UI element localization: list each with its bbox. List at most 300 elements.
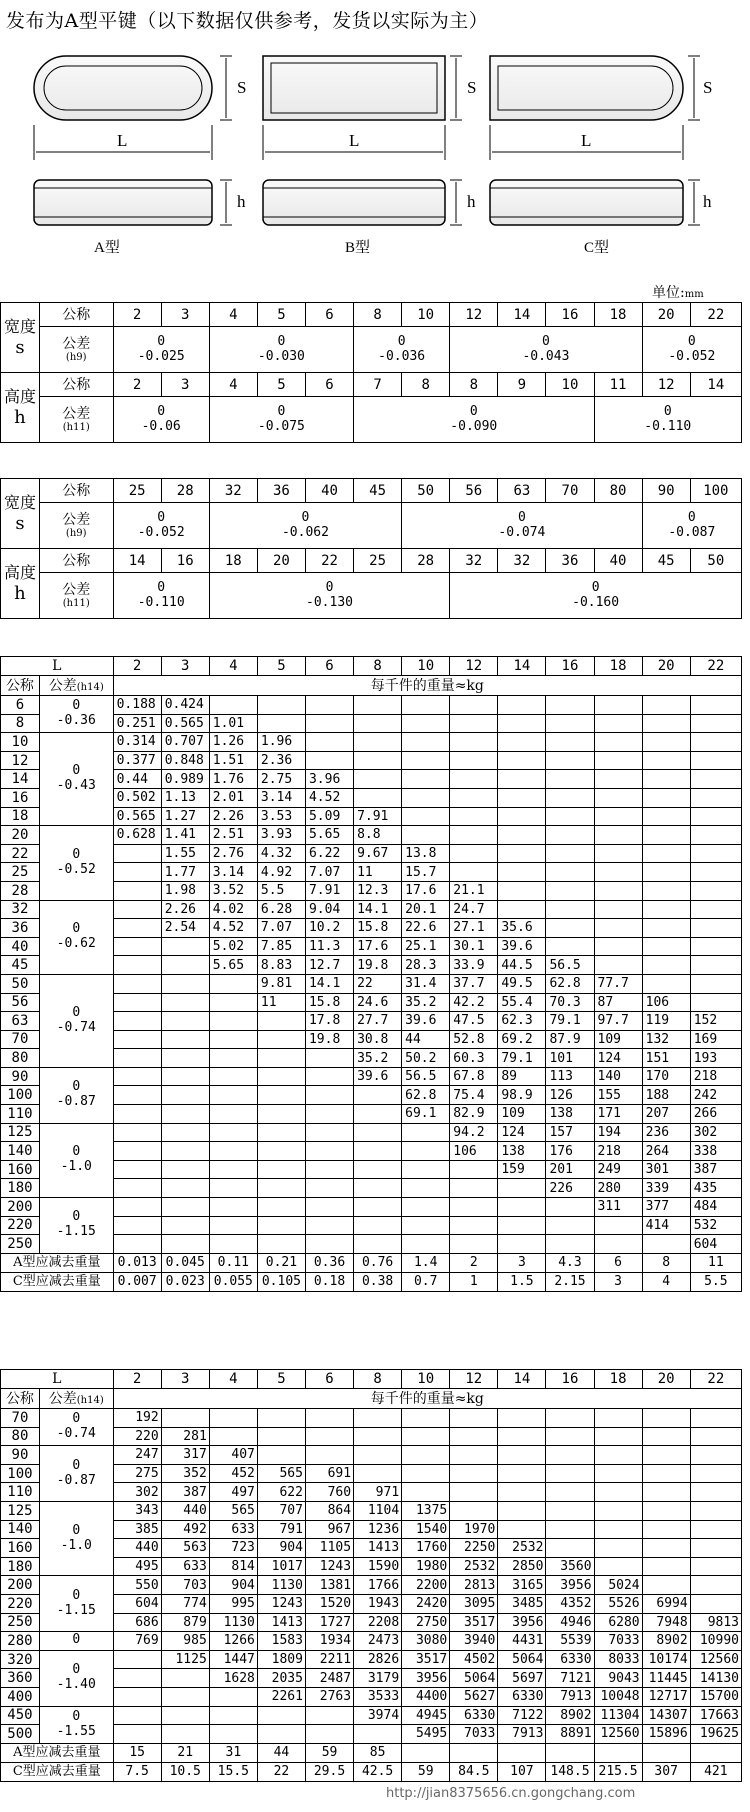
length-tolerance	[39, 733, 113, 826]
width-tolerance	[354, 327, 450, 373]
weight-value: 7122	[498, 1706, 546, 1725]
a-type-deduct-value: 44	[257, 1743, 305, 1762]
weight-value: 3.14	[209, 863, 257, 882]
weight-value: 622	[257, 1483, 305, 1502]
length-nominal: 45	[1, 956, 40, 975]
width-nominal: 14	[498, 303, 546, 327]
length-nominal: 160	[1, 1539, 40, 1558]
length-nominal: 32	[1, 900, 40, 919]
weight-value	[690, 1446, 741, 1465]
weight-value	[257, 1216, 305, 1235]
weight-value: 56.5	[402, 1067, 450, 1086]
weight-value: 633	[209, 1520, 257, 1539]
length-nominal: 16	[1, 788, 40, 807]
weight-value: 2.51	[209, 826, 257, 845]
weight-value	[546, 1483, 594, 1502]
weight-value: 8.83	[257, 956, 305, 975]
weight-value: 1125	[161, 1650, 209, 1669]
weight-value: 0.424	[161, 696, 209, 715]
width-header: 4	[209, 657, 257, 676]
weight-value	[594, 696, 642, 715]
width-header: 4	[209, 1370, 257, 1389]
height-tolerance	[113, 573, 209, 619]
weight-value	[402, 751, 450, 770]
weight-value: 2750	[402, 1613, 450, 1632]
nominal-label: 公称	[39, 303, 113, 327]
length-nominal: 320	[1, 1650, 40, 1669]
weight-value	[498, 1464, 546, 1483]
weight-value: 35.2	[402, 993, 450, 1012]
weight-value	[161, 1725, 209, 1744]
weight-value	[209, 1105, 257, 1124]
weight-value	[209, 1725, 257, 1744]
weight-value: 4352	[546, 1594, 594, 1613]
weight-value	[209, 974, 257, 993]
a-type-deduct-value	[642, 1743, 690, 1762]
weight-value: 5.02	[209, 937, 257, 956]
weight-value: 50.2	[402, 1049, 450, 1068]
weight-value: 7.91	[305, 881, 353, 900]
length-nominal: 180	[1, 1557, 40, 1576]
weight-value	[113, 1650, 161, 1669]
weight-value	[161, 1086, 209, 1105]
weight-value: 79.1	[498, 1049, 546, 1068]
weight-value: 5539	[546, 1632, 594, 1651]
height-text: 高度	[3, 562, 36, 582]
weight-value: 151	[642, 1049, 690, 1068]
weight-value	[642, 1235, 690, 1254]
weight-value	[305, 1067, 353, 1086]
tol-upper: 0	[663, 403, 672, 419]
weight-value	[113, 1012, 161, 1031]
weight-value	[642, 844, 690, 863]
weight-value: 879	[161, 1613, 209, 1632]
tol-upper: 0	[397, 333, 406, 349]
length-nominal: 200	[1, 1576, 40, 1595]
weight-value	[354, 1427, 402, 1446]
weight-value	[498, 788, 546, 807]
weight-value	[642, 863, 690, 882]
weight-value: 3485	[498, 1594, 546, 1613]
dim-l-b: L	[349, 131, 360, 150]
weight-value: 691	[305, 1464, 353, 1483]
weight-value: 1130	[209, 1613, 257, 1632]
weight-value: 27.7	[354, 1012, 402, 1031]
c-type-deduct-value: 3	[594, 1272, 642, 1291]
weight-value	[305, 1446, 353, 1465]
weight-value: 5.09	[305, 807, 353, 826]
weight-value: 159	[498, 1160, 546, 1179]
weight-value: 387	[161, 1483, 209, 1502]
weight-value	[305, 1427, 353, 1446]
width-tolerance	[642, 503, 741, 549]
weight-value	[305, 1142, 353, 1161]
tol-upper: 0	[542, 333, 550, 349]
weight-value	[594, 1216, 642, 1235]
weight-value	[546, 863, 594, 882]
width-header: 2	[113, 657, 161, 676]
height-text: 高度	[3, 386, 36, 406]
length-tolerance	[39, 1123, 113, 1197]
length-nominal: 18	[1, 807, 40, 826]
c-type-deduct-value: 1.5	[498, 1272, 546, 1291]
weight-value	[209, 1086, 257, 1105]
weight-value: 0.565	[113, 807, 161, 826]
weight-value: 2826	[354, 1650, 402, 1669]
tol-label: 公差	[62, 335, 91, 352]
weight-value	[209, 1427, 257, 1446]
weight-value: 5697	[498, 1669, 546, 1688]
weight-value	[161, 1105, 209, 1124]
weight-value: 1017	[257, 1557, 305, 1576]
weight-value	[161, 1030, 209, 1049]
weight-value: 497	[209, 1483, 257, 1502]
weight-value: 201	[546, 1160, 594, 1179]
weight-value	[113, 881, 161, 900]
height-nominal: 36	[546, 549, 594, 573]
weight-value	[113, 974, 161, 993]
weight-value	[690, 1539, 741, 1558]
weight-value	[546, 900, 594, 919]
weight-value	[257, 1086, 305, 1105]
weight-value: 98.9	[498, 1086, 546, 1105]
weight-value: 2.26	[161, 900, 209, 919]
weight-value: 138	[498, 1142, 546, 1161]
width-nominal: 6	[305, 303, 353, 327]
weight-value	[594, 1409, 642, 1428]
weight-value: 2850	[498, 1557, 546, 1576]
weight-value	[402, 788, 450, 807]
length-nominal: 200	[1, 1198, 40, 1217]
weight-value	[642, 1464, 690, 1483]
weight-value: 236	[642, 1123, 690, 1142]
weight-value	[546, 1409, 594, 1428]
weight-value	[113, 1687, 161, 1706]
weight-value: 4.32	[257, 844, 305, 863]
weight-value	[546, 937, 594, 956]
length-tolerance	[39, 1446, 113, 1502]
weight-value: 87	[594, 993, 642, 1012]
width-header: 8	[354, 657, 402, 676]
key-type-c-top-view	[490, 56, 683, 120]
weight-value: 176	[546, 1142, 594, 1161]
c-type-deduct-value: 22	[257, 1762, 305, 1781]
tolerance-label	[39, 397, 113, 443]
weight-value	[402, 1464, 450, 1483]
weight-value: 2200	[402, 1576, 450, 1595]
weight-value	[113, 1067, 161, 1086]
dim-l-c: L	[581, 131, 592, 150]
page-title: 发布为A型平键（以下数据仅供参考，发货以实际为主）	[6, 10, 489, 32]
weight-value	[546, 714, 594, 733]
weight-value: 0.314	[113, 733, 161, 752]
length-nominal: 14	[1, 770, 40, 789]
weight-value	[354, 733, 402, 752]
length-tolerance	[39, 1067, 113, 1123]
height-nominal: 16	[161, 549, 209, 573]
weight-value	[450, 1464, 498, 1483]
height-tolerance	[450, 573, 742, 619]
a-type-deduct-value: 0.76	[354, 1253, 402, 1272]
width-header: 16	[546, 1370, 594, 1389]
weight-value: 686	[113, 1613, 161, 1632]
weight-value: 703	[161, 1576, 209, 1595]
weight-value: 1.13	[161, 788, 209, 807]
weight-value: 904	[257, 1539, 305, 1558]
weight-value	[354, 714, 402, 733]
weight-value	[402, 1446, 450, 1465]
weight-value: 604	[690, 1235, 741, 1254]
tol-upper: 0	[157, 333, 166, 349]
weight-value: 2420	[402, 1594, 450, 1613]
width-label	[1, 303, 40, 373]
weight-value: 82.9	[450, 1105, 498, 1124]
weight-value: 339	[642, 1179, 690, 1198]
weight-value: 1.76	[209, 770, 257, 789]
weight-value	[642, 696, 690, 715]
height-nominal: 10	[546, 373, 594, 397]
weight-value	[546, 844, 594, 863]
width-nominal: 16	[546, 303, 594, 327]
weight-value: 864	[305, 1501, 353, 1520]
weight-value: 218	[690, 1067, 741, 1086]
width-nominal: 45	[354, 479, 402, 503]
weight-value: 3179	[354, 1669, 402, 1688]
width-header: 12	[450, 657, 498, 676]
weight-value	[690, 1520, 741, 1539]
weight-value	[161, 1216, 209, 1235]
weight-value	[305, 1725, 353, 1744]
a-type-deduct-value: 15	[113, 1743, 161, 1762]
weight-value	[594, 1427, 642, 1446]
weight-value	[257, 1067, 305, 1086]
length-nominal: 40	[1, 937, 40, 956]
weight-value: 633	[161, 1557, 209, 1576]
length-nominal: 140	[1, 1142, 40, 1161]
tol-upper: 0	[72, 698, 81, 714]
length-nominal: 125	[1, 1123, 40, 1142]
weight-value: 7033	[594, 1632, 642, 1651]
weight-value: 2261	[257, 1687, 305, 1706]
c-type-deduct-value: 4	[642, 1272, 690, 1291]
weight-value: 385	[113, 1520, 161, 1539]
dim-h-b: h	[467, 192, 476, 211]
weight-value: 9813	[690, 1613, 741, 1632]
weight-value: 1243	[257, 1594, 305, 1613]
weight-value	[642, 714, 690, 733]
weight-value: 56.5	[546, 956, 594, 975]
a-type-deduct-value	[402, 1743, 450, 1762]
tol-lower: -0.036	[378, 348, 426, 364]
a-type-deduct-value	[498, 1743, 546, 1762]
weight-value	[161, 974, 209, 993]
tol-label: 公差	[62, 511, 91, 528]
weight-value: 0.251	[113, 714, 161, 733]
length-nominal: 80	[1, 1049, 40, 1068]
weight-value	[113, 1179, 161, 1198]
tol-lower: -1.15	[56, 1224, 96, 1240]
weight-table-2	[0, 1369, 742, 1782]
weight-value	[354, 1105, 402, 1124]
weight-value	[690, 1464, 741, 1483]
weight-value	[642, 937, 690, 956]
weight-value	[450, 1427, 498, 1446]
width-header: 20	[642, 657, 690, 676]
weight-value: 1130	[257, 1576, 305, 1595]
width-header: 16	[546, 657, 594, 676]
tol-upper: 0	[469, 403, 478, 419]
weight-value	[642, 807, 690, 826]
length-nominal: 280	[1, 1632, 40, 1651]
a-type-deduct-value	[690, 1743, 741, 1762]
width-nominal: 28	[161, 479, 209, 503]
a-type-deduct-value: 11	[690, 1253, 741, 1272]
c-type-deduct-value: 10.5	[161, 1762, 209, 1781]
weight-value: 565	[209, 1501, 257, 1520]
width-header: 18	[594, 1370, 642, 1389]
weight-value	[113, 1235, 161, 1254]
weight-value: 3940	[450, 1632, 498, 1651]
width-nominal: 12	[450, 303, 498, 327]
a-type-deduct-value: 4.3	[546, 1253, 594, 1272]
weight-value	[594, 807, 642, 826]
weight-value	[113, 1142, 161, 1161]
weight-value	[546, 919, 594, 938]
weight-value: 106	[642, 993, 690, 1012]
a-type-deduct-value: 0.045	[161, 1253, 209, 1272]
weight-value	[690, 826, 741, 845]
weight-value	[642, 881, 690, 900]
height-nominal: 28	[402, 549, 450, 573]
weight-value: 971	[354, 1483, 402, 1502]
weight-value	[594, 1483, 642, 1502]
tol-lower: -0.62	[56, 936, 96, 952]
weight-value	[546, 1464, 594, 1483]
weight-value	[209, 1179, 257, 1198]
weight-value	[546, 1235, 594, 1254]
weight-value	[113, 919, 161, 938]
weight-value: 317	[161, 1446, 209, 1465]
weight-value: 10990	[690, 1632, 741, 1651]
weight-value: 3.14	[257, 788, 305, 807]
weight-value: 207	[642, 1105, 690, 1124]
weight-value: 8902	[642, 1632, 690, 1651]
weight-value: 15700	[690, 1687, 741, 1706]
weight-value: 1540	[402, 1520, 450, 1539]
weight-value: 1.77	[161, 863, 209, 882]
weight-value: 132	[642, 1030, 690, 1049]
weight-value: 170	[642, 1067, 690, 1086]
weight-value	[594, 826, 642, 845]
weight-value: 1375	[402, 1501, 450, 1520]
dim-h-a: h	[237, 192, 246, 211]
weight-value: 42.2	[450, 993, 498, 1012]
tol-lower: -1.0	[60, 1537, 92, 1553]
weight-value: 377	[642, 1198, 690, 1217]
tol-lower: -0.090	[450, 418, 498, 434]
weight-value	[498, 696, 546, 715]
weight-value: 15.8	[354, 919, 402, 938]
weight-value	[402, 696, 450, 715]
weight-value	[690, 1594, 741, 1613]
weight-value	[402, 1198, 450, 1217]
weight-value	[594, 919, 642, 938]
weight-value: 1413	[257, 1613, 305, 1632]
tol-label: 公差	[62, 405, 91, 422]
weight-value: 1766	[354, 1576, 402, 1595]
weight-value	[113, 1123, 161, 1142]
weight-value: 5526	[594, 1594, 642, 1613]
weight-value	[209, 993, 257, 1012]
weight-value: 440	[113, 1539, 161, 1558]
tol-upper: 0	[72, 1587, 81, 1603]
weight-value	[354, 1216, 402, 1235]
height-nominal: 32	[498, 549, 546, 573]
weight-value	[594, 770, 642, 789]
weight-value: 6.22	[305, 844, 353, 863]
weight-table-1	[0, 656, 742, 1292]
weight-value	[305, 696, 353, 715]
tol-class: (h14)	[76, 681, 104, 693]
weight-value	[257, 1198, 305, 1217]
weight-value: 249	[594, 1160, 642, 1179]
weight-value	[209, 1030, 257, 1049]
tol-lower: -0.062	[281, 524, 329, 540]
tol-upper: 0	[72, 1144, 81, 1160]
weight-value: 37.7	[450, 974, 498, 993]
weight-value: 311	[594, 1198, 642, 1217]
weight-value: 563	[161, 1539, 209, 1558]
width-text: 宽度	[3, 492, 36, 512]
length-nominal: 500	[1, 1725, 40, 1744]
weight-value: 967	[305, 1520, 353, 1539]
dim-s-c: S	[703, 78, 713, 97]
tol-lower: -0.030	[257, 348, 305, 364]
weight-value: 226	[546, 1179, 594, 1198]
weight-value	[257, 1142, 305, 1161]
tol-upper: 0	[72, 1411, 81, 1427]
width-header: 10	[402, 1370, 450, 1389]
weight-value: 604	[113, 1594, 161, 1613]
weight-value: 3956	[498, 1613, 546, 1632]
a-type-deduct-value: 6	[594, 1253, 642, 1272]
weight-value: 1236	[354, 1520, 402, 1539]
a-type-deduct-value	[546, 1743, 594, 1762]
weight-value	[161, 937, 209, 956]
weight-value: 6280	[594, 1613, 642, 1632]
weight-value: 1.55	[161, 844, 209, 863]
width-nominal: 20	[642, 303, 690, 327]
weight-value	[450, 1198, 498, 1217]
length-nominal: 63	[1, 1012, 40, 1031]
height-nominal: 40	[594, 549, 642, 573]
weight-value	[354, 1198, 402, 1217]
weight-value: 11.3	[305, 937, 353, 956]
weight-value	[305, 1216, 353, 1235]
weight-value: 28.3	[402, 956, 450, 975]
tol-lower: -0.74	[56, 1426, 96, 1442]
weight-value: 9.81	[257, 974, 305, 993]
weight-value: 17663	[690, 1706, 741, 1725]
weight-value: 75.4	[450, 1086, 498, 1105]
length-nominal: 125	[1, 1501, 40, 1520]
weight-value: 3517	[450, 1613, 498, 1632]
c-type-deduct-label: C型应减去重量	[1, 1762, 114, 1781]
tol-lower: -0.06	[141, 418, 181, 434]
width-nominal: 22	[690, 303, 741, 327]
weight-value: 275	[113, 1464, 161, 1483]
weight-value	[161, 1049, 209, 1068]
